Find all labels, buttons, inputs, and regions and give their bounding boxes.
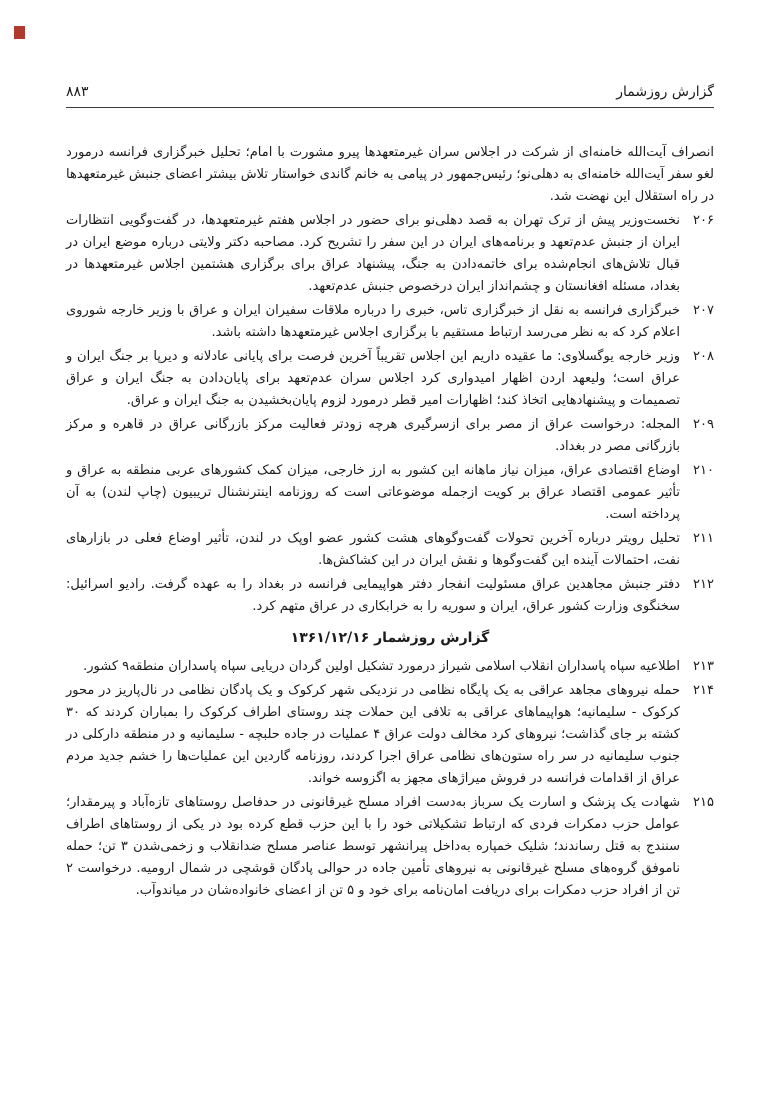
page-body bbox=[66, 142, 714, 902]
entry-number: ۲۰۸ bbox=[693, 349, 714, 364]
entry-209 bbox=[66, 414, 714, 458]
entry-213 bbox=[66, 656, 714, 678]
entry-206 bbox=[66, 210, 714, 298]
entry-number: ۲۱۱ bbox=[693, 531, 714, 546]
entry-210 bbox=[66, 460, 714, 526]
entry-211 bbox=[66, 528, 714, 572]
entry-text: دفتر جنبش مجاهدین عراق مسئولیت انفجار دفتر هواپیمایی فرانسه در بغداد را به عهده گرفت. رادیو اسرائیل: سخنگوی وزارت کشور عراق، ایران و سوریه را به خرابکاری در عراق متهم کرد. bbox=[66, 577, 680, 614]
entry-215 bbox=[66, 792, 714, 902]
entry-text: وزیر خارجه یوگسلاوی: ما عقیده داریم این اجلاس تقریباً آخرین فرصت برای پایانی عادلانه و دیرپا بر جنگ ایران و عراق است؛ ولیعهد اردن اظهار امیدواری کرد اجلاس سران عدم‌تعهد برای پایان‌دادن به جنگ ایران و عراق تصمیمات و پیشنهادهایی اتخاذ کند؛ اظهارات امیر قطر درمورد لزوم پایان‌بخشیدن به جنگ ایران و عراق. bbox=[66, 349, 680, 408]
running-title: گزارش روزشمار bbox=[616, 84, 714, 100]
entry-text: المجله: درخواست عراق از مصر برای ازسرگیری هرچه زودتر فعالیت مرکز بازرگانی عراق در قاهره و مرکز بازرگانی مصر در بغداد. bbox=[66, 417, 680, 454]
entry-number: ۲۱۵ bbox=[693, 795, 714, 810]
section-heading: گزارش روزشمار ۱۳۶۱/۱۲/۱۶ bbox=[290, 630, 490, 646]
entry-text: شهادت یک پزشک و اسارت یک سرباز به‌دست افراد مسلح غیرقانونی در حدفاصل روستاهای تازه‌آباد و پیرمقدار؛ عوامل حزب دمکرات فردی که ارتباط تشکیلاتی خود را با این حزب قطع کرده بود در یکی از روستاهای اطراف سنندج به قتل رساندند؛ شلیک خمپاره به‌داخل پیرانشهر توسط عناصر مسلح ضدانقلاب و زخمی‌شدن ۳ تن؛ حمله ناموفق گروه‌های مسلح غیرقانونی به نیروهای تأمین جاده در حوالی پادگان قوشچی در شمال ارومیه. درخواست ۲ تن از افراد حزب دمکرات برای دریافت امان‌نامه برای خود و ۵ تن از اعضای خانواده‌شان در میاندوآب. bbox=[66, 795, 680, 898]
entry-number: ۲۱۳ bbox=[693, 659, 714, 674]
entry-number: ۲۱۴ bbox=[693, 683, 714, 698]
entry-text: اوضاع اقتصادی عراق، میزان نیاز ماهانه این کشور به ارز خارجی، میزان کمک کشورهای عربی منطقه به عراق و تأثیر عمومی اقتصاد عراق بر کویت ازجمله موضوعاتی است که روزنامه اینترنشنال تریبیون (چاپ لندن) به آن پرداخته است. bbox=[66, 463, 680, 522]
entry-number: ۲۰۷ bbox=[693, 303, 714, 318]
paragraph-continuation: انصراف آیت‌الله خامنه‌ای از شرکت در اجلاس سران غیرمتعهدها پیرو مشورت با امام؛ تحلیل خبرگزاری فرانسه درمورد لغو سفر آیت‌الله خامنه‌ای به دهلی‌نو؛ رئیس‌جمهور در پیامی به خانم گاندی خواستار تلاش بیشتر اعضای جنبش غیرمتعهدها در راه استقلال این نهضت شد. bbox=[66, 145, 714, 204]
entry-212 bbox=[66, 574, 714, 618]
entry-number: ۲۰۹ bbox=[693, 417, 714, 432]
entry-text: نخست‌وزیر پیش از ترک تهران به قصد دهلی‌نو برای حضور در اجلاس هفتم غیرمتعهدها، در گفت‌وگویی انتظارات ایران از جنبش عدم‌تعهد و برنامه‌های ایران در این سفر را تشریح کرد. مصاحبه دکتر ولایتی درباره موضع ایران در قبال تلاش‌های انجام‌شده برای خاتمه‌دادن به جنگ، پیشنهاد عراق برای برگزاری هشتمین اجلاس غیرمتعهدها در بغداد، مسئله افغانستان و چشم‌انداز ایران درخصوص جنبش عدم‌تعهد. bbox=[66, 213, 680, 294]
page-header bbox=[66, 84, 714, 108]
entry-text: خبرگزاری فرانسه به نقل از خبرگزاری تاس، خبری را درباره ملاقات سفیران ایران و عراق با وزیر خارجه شوروی اعلام کرد که به نظر می‌رسد ارتباط مستقیم با برگزاری اجلاس غیرمتعهدها داشته باشد. bbox=[66, 303, 680, 340]
entry-208 bbox=[66, 346, 714, 412]
entry-214 bbox=[66, 680, 714, 790]
entry-number: ۲۰۶ bbox=[693, 213, 714, 228]
entry-text: حمله نیروهای مجاهد عراقی به یک پایگاه نظامی در نزدیکی شهر کرکوک و یک پادگان نظامی در نال‌پاریز در محور کرکوک - سلیمانیه؛ هواپیماهای عراقی به تلافی این حملات چند روستای اطراف کرکوک را بمباران کردند که ۳۰ کشته بر جای گذاشت؛ نیروهای کرد مخالف دولت عراق ۴ عملیات در جاده حلبچه - سلیمانیه و در منطقه دارکلی در جنوب سلیمانیه در سر راه ستون‌های نظامی عراق اجرا کردند، روزنامه گاردین این عملیات‌ها را خشم جدید مردم عراق از اقدامات فرانسه در فروش میراژهای مجهز به اگزوسه خواند. bbox=[66, 683, 680, 786]
page-number: ۸۸۳ bbox=[66, 84, 89, 100]
entry-207 bbox=[66, 300, 714, 344]
entry-text: اطلاعیه سپاه پاسداران انقلاب اسلامی شیراز درمورد تشکیل اولین گردان دریایی سپاه پاسداران منطقه۹ کشور. bbox=[83, 659, 680, 674]
entry-number: ۲۱۰ bbox=[693, 463, 714, 478]
entry-text: تحلیل رویتر درباره آخرین تحولات گفت‌وگوهای هشت کشور عضو اوپک در لندن، تأثیر اوضاع فعلی در بازارهای نفت، احتمالات آینده این گفت‌وگوها و نقش ایران در این کشاکش‌ها. bbox=[66, 531, 680, 568]
entry-number: ۲۱۲ bbox=[693, 577, 714, 592]
